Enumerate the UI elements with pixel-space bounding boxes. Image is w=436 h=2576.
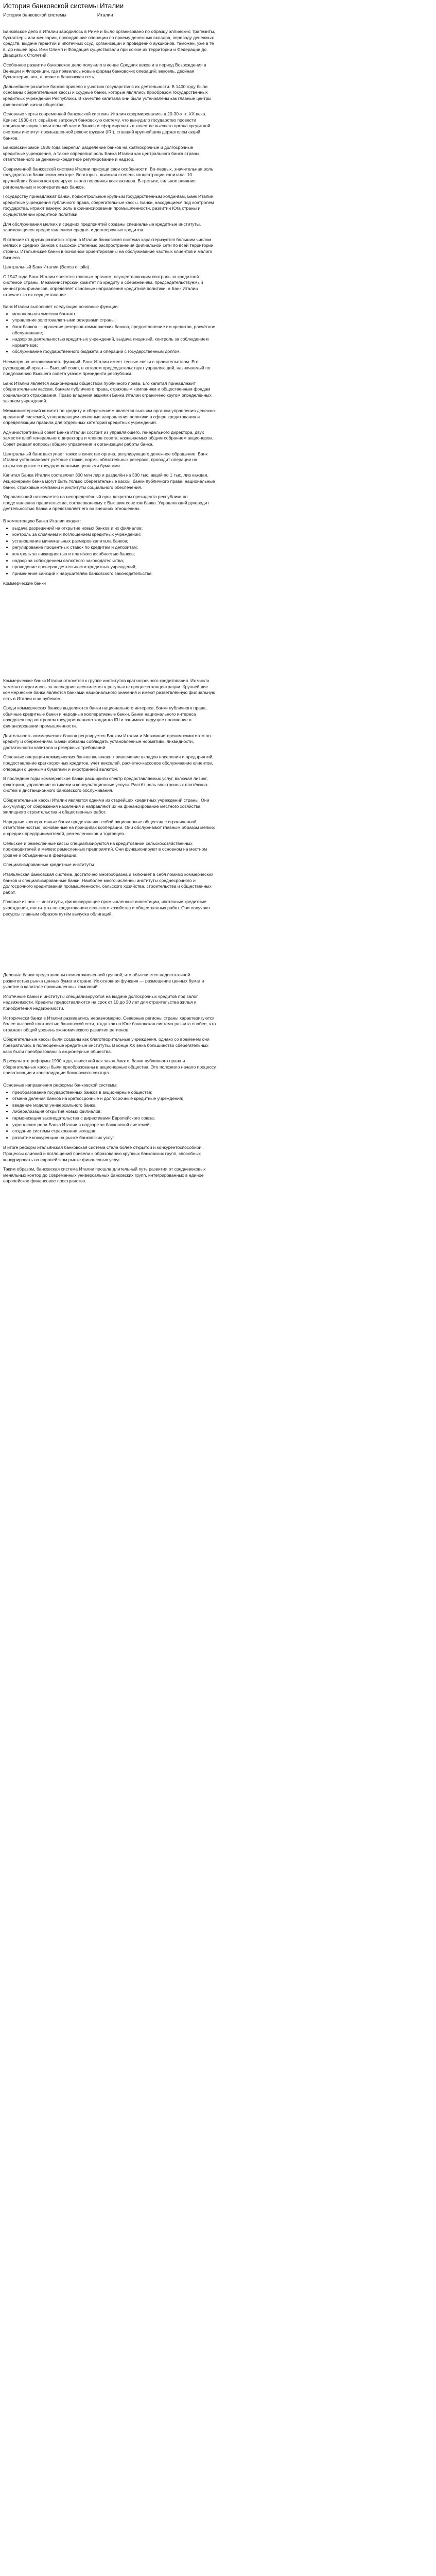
paragraph: Административный совет Банка Италии состоит из управляющего, генерального директора, двух заместителей генерального директора и членов совета, назначаемых общим собранием акционеров. Совет решает вопросы общего управления и организации работы банка. — [3, 429, 213, 447]
breadcrumb-item: История банковской системы — [3, 12, 66, 18]
list-item: • регулирование процентных ставок по кредитам и депозитам; — [12, 545, 216, 551]
paragraph: В отличие от других развитых стран в Италии банковская система характеризуется большим числом мелких и средних банков с высокой степенью распространения филиальной сети по всей территории страны. Итальянские банки в основном ориентированы на обслуживание частных клиентов и малого бизнеса. — [3, 236, 214, 260]
paragraph: Сберегательные кассы Италии являются одними из старейших кредитных учреждений страны. Они аккумулируют сбережения населения и направляют их на финансирование местного хозяйства, жилищного строительства и общественных работ. — [3, 798, 210, 815]
paragraph: Сберегательные кассы были созданы как благотворительные учреждения, однако со временем они превратились в полноценные кредитные институты. В конце XX века большинство сберегательных касс были преобразованы в акционерные общества. — [3, 1037, 210, 1054]
paragraph: Деловые банки представлены немногочисленной группой, что объясняется недостаточной развитостью рынка ценных бумаг в стране. Их основная функция — размещение ценных бумаг и участие в капитале промышленных компаний. — [3, 972, 204, 990]
paragraph: Среди коммерческих банков выделяются банки национального интереса, банки публичного права, обычные кредитные банки и народные кооперативные банки. Банки национального интереса находятся под контролем государственного холдинга IRI и занимают ведущее положение в финансировании промышленности. — [3, 705, 207, 729]
paragraph: Несмотря на независимость функций, Банк Италии имеет тесные связи с правительством. Его руководящий орган — Высший совет, в котором председательствует управляющий, назначаемый по предложению Высшего совета указом президента республики. — [3, 359, 211, 377]
list-item: • контроль за ликвидностью и платёжеспособностью банков; — [12, 551, 216, 557]
paragraph: Основные операции коммерческих банков включают привлечение вкладов населения и предприятий, предоставление краткосрочных кредитов, учёт векселей, расчётно-кассовое обслуживание клиентов, операции с ценными бумагами и иностранной валютой. — [3, 754, 214, 772]
list-item: • банк банков — хранение резервов коммерческих банков, предоставление им кредитов, расчётное обслуживание; — [12, 324, 216, 336]
paragraph: Народные кооперативные банки представляют собой акционерные общества с ограниченной ответственностью, основанные на принципах кооперации. Они обслуживают главным образом мелких и средних предпринимателей, ремесленников и торговцев. — [3, 819, 215, 836]
section-heading: Основные направления реформы банковской системы: — [3, 1082, 118, 1088]
list-item: • отмена деления банков на краткосрочные и долгосрочные кредитные учреждения; — [12, 1096, 216, 1102]
paragraph: В результате реформы 1990 года, известной как закон Амато, банки публичного права и сберегательные кассы были преобразованы в акционерные общества. Это положило начало процессу приватизации и консолидации банковского сектора. — [3, 1058, 216, 1076]
paragraph: Таким образом, банковская система Италии прошла длительный путь развития от средневековых меняльных контор до современных универсальных банковских групп, интегрированных в единое европейское финансовое пространство. — [3, 1166, 206, 1184]
bullet-list — [3, 1090, 216, 1141]
paragraph: Банковское дело в Италии зародилось в Риме и было организовано по образцу эллинских: трапезиты, бухгалтеры или менсарии, проводившие операции по приему денежных вкладов, переводу денежных средств, выдаче гарантий и ипотечных ссуд, организации и проведению аукционов, таможен, уже в те в. до нашей эры. Ими Олимп и Фондация существовали при союзе их территории и Федерации до Двадцатых Столетий. — [3, 29, 215, 58]
list-item: • управление золотовалютными резервами страны; — [12, 317, 216, 324]
paragraph: Специализированные кредитные институты — [3, 862, 94, 868]
list-item: • либерализация открытия новых филиалов; — [12, 1109, 216, 1115]
paragraph: Деятельность коммерческих банков регулируется Банком Италии и Межминистерским комитетом по кредиту и сбережениям. Банки обязаны соблюдать установленные нормативы ликвидности, достаточности капитала и резервных требований. — [3, 733, 211, 750]
paragraph: Центральный Банк Италии (Banca d'Italia) — [3, 264, 90, 270]
paragraph: Коммерческие банки Италии относятся к группе институтов краткосрочного кредитования. Их число заметно сократилось за последние десятилетия в результате процесса концентрации. Крупнейшие коммерческие банки являются банками национального значения и имеют разветвлённую филиальную сеть в Италии и за рубежом. — [3, 677, 216, 701]
list-item: • развитие конкуренции на рынке банковских услуг. — [12, 1135, 216, 1141]
paragraph: В итоге реформ итальянская банковская система стала более открытой и конкурентоспособной. Процессы слияний и поглощений привели к образованию крупных банковских групп, способных конкурировать на европейском рынке финансовых услуг. — [3, 1145, 203, 1162]
paragraph: Для обслуживания мелких и средних предприятий созданы специальные кредитные институты, занимающиеся предоставлением средне- и долгосрочных кредитов. — [3, 221, 201, 233]
list-item: • обслуживание государственного бюджета и операций с государственным долгом. — [12, 349, 216, 355]
list-item: • преобразование государственных банков в акционерные общества; — [12, 1090, 216, 1096]
list-item: • надзор за соблюдением валютного законодательства; — [12, 558, 216, 564]
bullet-list — [3, 311, 216, 355]
document-body — [3, 29, 216, 1184]
page-title: История банковской системы Италии — [3, 2, 124, 10]
paragraph: В последние годы коммерческие банки расширили спектр предоставляемых услуг, включая лизинг, факторинг, управление активами и консультационные услуги. Растёт роль электронных платёжных систем и дистанционного банковского обслуживания. — [3, 776, 208, 793]
paragraph: С 1947 года Банк Италии является главным органом, осуществляющим контроль за кредитной системой страны. Межминистерский комитет по кредиту и сбережениям, председательствуемый министром финансов, определяет основные направления кредитной политики, а Банк Италии отвечает за их осуществление. — [3, 274, 203, 297]
list-item: • выдача разрешений на открытие новых банков и их филиалов; — [12, 526, 216, 532]
section-heading: В компетенцию Банка Италии входит: — [3, 518, 81, 523]
spacer — [3, 921, 216, 972]
list-item: • установление минимальных размеров капитала банков; — [12, 538, 216, 545]
breadcrumb — [3, 12, 216, 18]
paragraph: Ипотечные банки и институты специализируются на выдаче долгосрочных кредитов под залог недвижимости. Кредиты предоставляются на срок от 10 до 30 лет для строительства жилья и приобретения недвижимости. — [3, 993, 198, 1011]
paragraph: Управляющий назначается на неопределённый срок декретом президента республики по представлению правительства, согласованному с Высшим советом банка. Управляющий руководит деятельностью банка и представляет его во внешних отношениях. — [3, 494, 210, 512]
paragraph: Коммерческие банки — [3, 581, 46, 586]
breadcrumb-item: Италии — [97, 12, 113, 18]
list-item: • создание системы страхования вкладов; — [12, 1128, 216, 1134]
list-item: • контроль за слиянием и поглощением кредитных учреждений; — [12, 532, 216, 538]
bullet-list — [3, 526, 216, 577]
paragraph: Центральный банк выступает также в качестве органа, регулирующего денежное обращение. Банк Италии устанавливает учётные ставки, нормы обязательных резервов, проводит операции на открытом рынке с государственными ценными бумагами. — [3, 451, 208, 468]
document-page — [0, 0, 216, 1184]
paragraph: Капитал Банка Италии составляет 300 млн лир и разделён на 300 тыс. акций по 1 тыс. лир каждая. Акционерами банка могут быть только сберегательные кассы, банки публичного права, национальные банки, страховые компании и институты социального обеспечения. — [3, 472, 215, 490]
paragraph: Сельские и ремесленные кассы специализируются на кредитовании сельскохозяйственных производителей и мелких ремесленных предприятий. Они функционируют в основном на местном уровне и объединены в федерации. — [3, 840, 207, 858]
list-item: • надзор за деятельностью кредитных учреждений, выдача лицензий, контроль за соблюдением нормативов; — [12, 336, 216, 348]
paragraph: Банковский закон 1936 года закрепил разделение банков на краткосрочные и долгосрочные кредитные учреждения, а также определил роль Банка Италии как центрального банка страны, ответственного за денежно-кредитное регулирование и надзор. — [3, 145, 201, 162]
paragraph: Банк Италии является акционерным обществом публичного права. Его капитал принадлежит сберегательным кассам, банкам публичного права, страховым компаниям и общественным фондам социального страхования. Право владения акциями Банка Италии ограничено кругом определённых законом учреждений. — [3, 380, 212, 404]
paragraph: Государству принадлежат банки, подконтрольные крупным государственным холдингам, Банк Италии, кредитные учреждения публичного права, сберегательные кассы. Банки, находящиеся под контролем государства, играют важную роль в финансировании промышленности, развитии Юга страны и осуществлении кредитной политики. — [3, 194, 215, 217]
paragraph: Основные черты современной банковской системы Италии сформировались в 20-30-х гг. XX века. Кризис 1930-х гг. серьёзно затронул банковскую систему, что вынудило государство провести национализацию значительной части банков и сформировать в качестве высшего органа кредитной системы институт промышленной реконструкции (IRI), ставший крупнейшим держателем акций банков. — [3, 111, 211, 141]
paragraph: Дальнейшее развитие банков привело к участию государства в их деятельности. В 1400 году были основаны сберегательные кассы и ссудные банки, которые являлись прообразом государственных кредитных учреждений Республики. В качестве капитала они были установлены как главные центры финансовой жизни общества. — [3, 83, 212, 107]
spacer — [3, 590, 216, 678]
paragraph: Исторически банки в Италии развивались неравномерно. Северные регионы страны характеризуются более высокой плотностью банковской сети, тогда как на Юге банковская система развита слабее, что отражает общий уровень экономического развития регионов. — [3, 1015, 216, 1032]
list-item: • гармонизация законодательства с директивами Европейского союза; — [12, 1115, 216, 1122]
paragraph: Межминистерский комитет по кредиту и сбережениям является высшим органом управления денежно-кредитной системой, утверждающим основные направления политики в сфере кредитования и определяющим правила для отдельных категорий кредитных учреждений. — [3, 408, 216, 426]
list-item: • применение санкций к нарушителям банковского законодательства. — [12, 571, 216, 577]
list-item: • введение модели универсального банка; — [12, 1103, 216, 1109]
list-item: • проведение проверок деятельности кредитных учреждений; — [12, 564, 216, 570]
section-heading: Банк Италии выполняет следующие основные функции: — [3, 304, 119, 310]
paragraph: Особенное развитие банковское дело получило в конце Средних веков и в период Возрождения в Венеции и Флоренции, где появились новые формы банковских операций: вексель, двойная бухгалтерия, чек, а позже и банковская сеть. — [3, 62, 206, 80]
paragraph: Главные из них — институты, финансирующие промышленные инвестиции, ипотечные кредитные учреждения, институты по кредитованию сельского хозяйства и общественных работ. Они получают ресурсы главным образом путём выпуска облигаций. — [3, 899, 211, 917]
paragraph: Итальянская банковская система, достаточно многообразна и включает в себя помимо коммерческих банков и специализированные банки. Наиболее многочисленны институты среднесрочного и долгосрочного кредитования промышленности, сельского хозяйства, строительства и общественных работ. — [3, 871, 214, 895]
list-item: • укрепление роли Банка Италии в надзоре за банковской системой; — [12, 1122, 216, 1128]
list-item: • монопольная эмиссия банкнот; — [12, 311, 216, 317]
paragraph: Современной банковской системе Италии присущи свои особенности. Во-первых, значительная роль государства в банковском секторе. Во-вторых, высокая степень концентрации капитала: 10 крупнейших банков контролируют около половины всех активов. В-третьих, сильное влияние региональных и кооперативных банков. — [3, 166, 214, 190]
